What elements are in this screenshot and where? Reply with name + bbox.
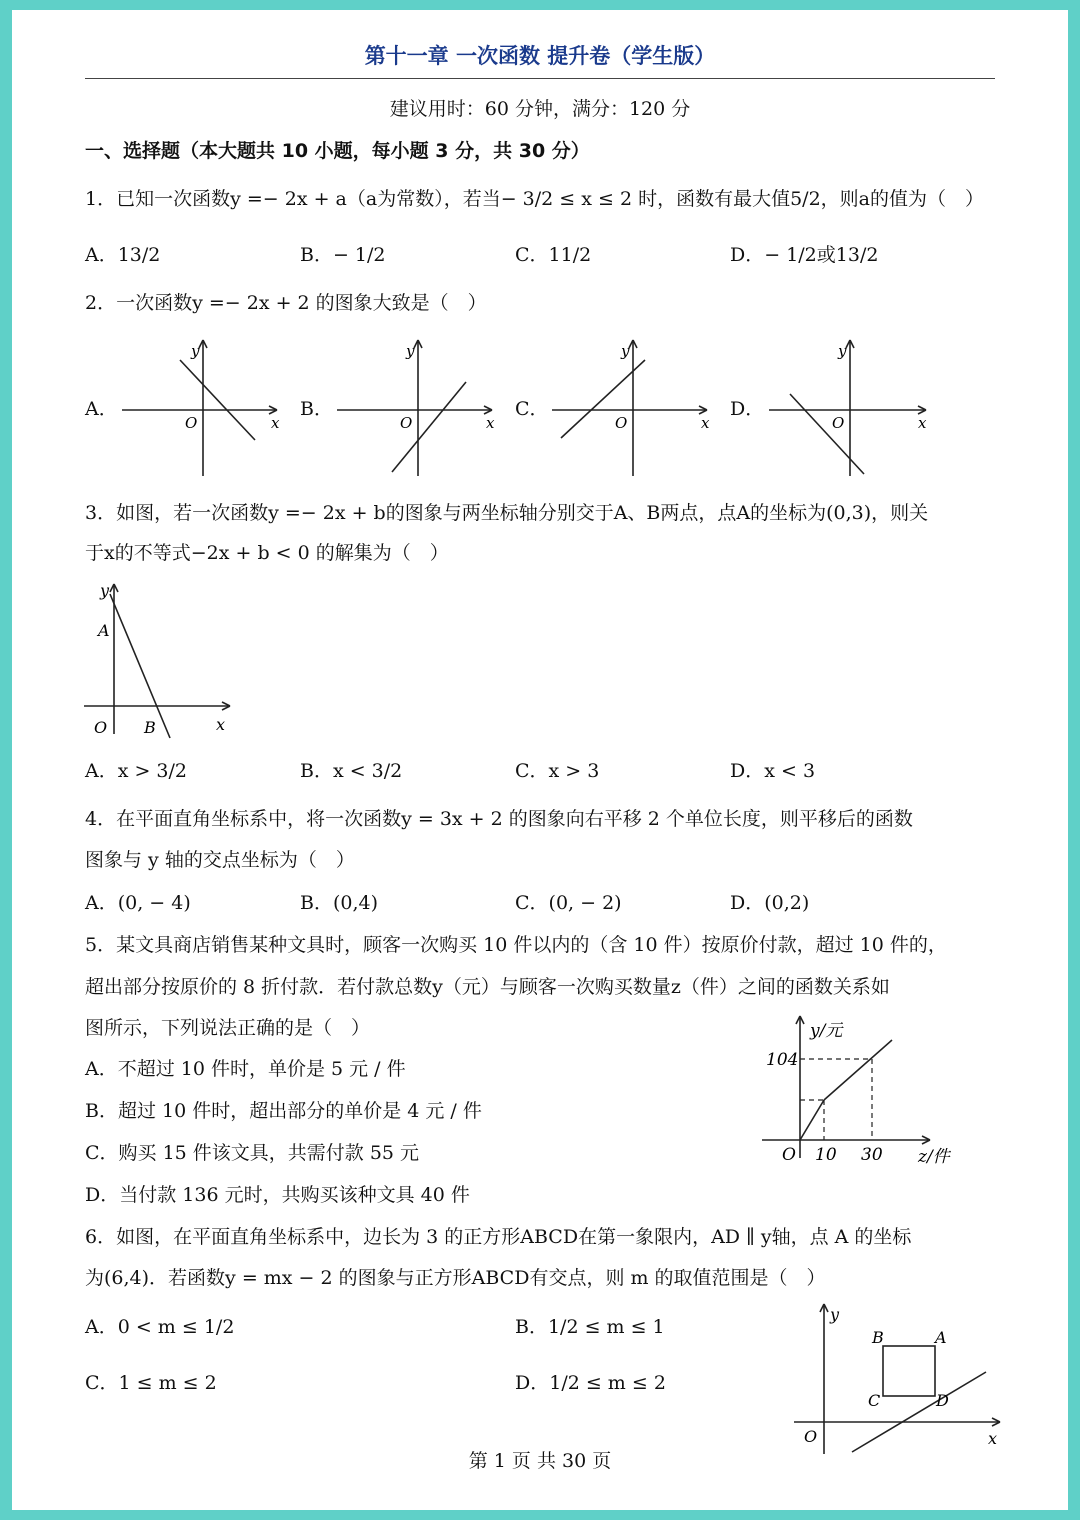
- point-b-label: B: [144, 718, 156, 737]
- q2-graph-a: [117, 336, 287, 486]
- q5-stem-line3: 图所示，下列说法正确的是（ ）: [85, 1017, 371, 1039]
- q2-graph-d: [764, 336, 934, 486]
- q1-option-d: D．− 1/2或13/2: [730, 244, 879, 266]
- q4-stem-line1: 4．在平面直角坐标系中，将一次函数y = 3x + 2 的图象向右平移 2 个单位长度，则平移后的函数: [85, 808, 913, 830]
- y-axis-label: y: [191, 342, 200, 360]
- q3-option-a: A．x > 3/2: [85, 760, 188, 782]
- q3-figure: [80, 576, 250, 746]
- origin-label: O: [615, 414, 628, 432]
- point-a-label: A: [98, 621, 110, 640]
- q5-option-b: B．超过 10 件时，超出部分的单价是 4 元 / 件: [85, 1100, 482, 1122]
- x-axis-label: z/件: [918, 1147, 950, 1167]
- q1-option-c: C．11/2: [515, 244, 592, 266]
- point-b-label: B: [872, 1328, 884, 1347]
- q4-option-d: D．(0,2): [730, 892, 810, 914]
- q1-stem: 1．已知一次函数y =− 2x + a（a为常数），若当− 3/2 ≤ x ≤ 2 时，函数有最大值5/2，则a的值为（ ）: [85, 188, 984, 210]
- x-axis-label: x: [918, 414, 927, 432]
- title-divider: [85, 78, 995, 79]
- x-tick-10: 10: [815, 1145, 837, 1165]
- origin-label: O: [782, 1145, 796, 1165]
- q2-option-b: B．: [300, 398, 333, 420]
- x-axis-label: x: [216, 715, 226, 734]
- q4-option-b: B．(0,4): [300, 892, 379, 914]
- page-footer: 第 1 页 共 30 页: [468, 1450, 612, 1472]
- q1-option-b: B．− 1/2: [300, 244, 386, 266]
- q2-graph-b: [332, 336, 502, 486]
- q6-option-c: C．1 ≤ m ≤ 2: [85, 1372, 217, 1394]
- page-title: 第十一章 一次函数 提升卷（学生版）: [364, 44, 716, 68]
- y-axis-label: y: [621, 342, 630, 360]
- q3-option-d: D．x < 3: [730, 760, 816, 782]
- q2-option-c: C．: [515, 398, 549, 420]
- point-a-label: A: [935, 1328, 947, 1347]
- q6-stem-line1: 6．如图，在平面直角坐标系中，边长为 3 的正方形ABCD在第一象限内，AD ∥ y轴，点 A 的坐标: [85, 1226, 912, 1248]
- point-c-label: C: [868, 1391, 881, 1410]
- q5-option-d: D．当付款 136 元时，共购买该种文具 40 件: [85, 1184, 470, 1206]
- q2-stem: 2．一次函数y =− 2x + 2 的图象大致是（ ）: [85, 292, 487, 314]
- origin-label: O: [400, 414, 413, 432]
- y-axis-label: y: [406, 342, 415, 360]
- q5-stem-line2: 超出部分按原价的 8 折付款．若付款总数y（元）与顾客一次购买数量z（件）之间的函数关系如: [85, 976, 890, 998]
- origin-label: O: [832, 414, 845, 432]
- q1-option-a: A．13/2: [85, 244, 161, 266]
- q6-option-b: B．1/2 ≤ m ≤ 1: [515, 1316, 665, 1338]
- y-axis-label: y: [100, 581, 110, 600]
- q3-option-b: B．x < 3/2: [300, 760, 403, 782]
- q5-option-a: A．不超过 10 件时，单价是 5 元 / 件: [85, 1058, 406, 1080]
- x-axis-label: x: [271, 414, 280, 432]
- q4-stem-line2: 图象与 y 轴的交点坐标为（ ）: [85, 849, 355, 871]
- y-axis-label: y: [838, 342, 847, 360]
- q5-stem-line1: 5．某文具商店销售某种文具时，顾客一次购买 10 件以内的（含 10 件）按原价付款，超过 10 件的，: [85, 934, 947, 956]
- y-tick-104: 104: [766, 1050, 799, 1070]
- origin-label: O: [804, 1427, 818, 1446]
- x-axis-label: x: [486, 414, 495, 432]
- exam-page: [12, 10, 1068, 1510]
- section-heading: 一、选择题（本大题共 10 小题，每小题 3 分，共 30 分）: [85, 140, 590, 162]
- q2-graph-c: [547, 336, 717, 486]
- q4-option-a: A．(0, − 4): [85, 892, 191, 914]
- q3-stem-line1: 3．如图，若一次函数y =− 2x + b的图象与两坐标轴分别交于A、B两点，点A的坐标为(0,3)，则关: [85, 502, 929, 524]
- y-axis-label: y/元: [810, 1021, 843, 1041]
- q6-figure: [790, 1298, 1004, 1458]
- q2-option-d: D．: [730, 398, 765, 420]
- q3-stem-line2: 于x的不等式−2x + b < 0 的解集为（ ）: [85, 542, 449, 564]
- q4-option-c: C．(0, − 2): [515, 892, 622, 914]
- q6-option-a: A．0 < m ≤ 1/2: [85, 1316, 235, 1338]
- y-axis-label: y: [830, 1305, 840, 1324]
- q6-stem-line2: 为(6,4)．若函数y = mx − 2 的图象与正方形ABCD有交点，则 m 的取值范围是（ ）: [85, 1267, 826, 1289]
- point-d-label: D: [936, 1391, 949, 1410]
- x-axis-label: x: [701, 414, 710, 432]
- q3-option-c: C．x > 3: [515, 760, 600, 782]
- x-axis-label: x: [988, 1429, 998, 1448]
- origin-label: O: [185, 414, 198, 432]
- q6-option-d: D．1/2 ≤ m ≤ 2: [515, 1372, 666, 1394]
- q2-option-a: A．: [85, 398, 118, 420]
- origin-label: O: [94, 718, 108, 737]
- q5-option-c: C．购买 15 件该文具，共需付款 55 元: [85, 1142, 420, 1164]
- exam-subtitle: 建议用时：60 分钟，满分：120 分: [389, 98, 691, 120]
- q5-figure: [754, 1008, 974, 1176]
- x-tick-30: 30: [861, 1145, 883, 1165]
